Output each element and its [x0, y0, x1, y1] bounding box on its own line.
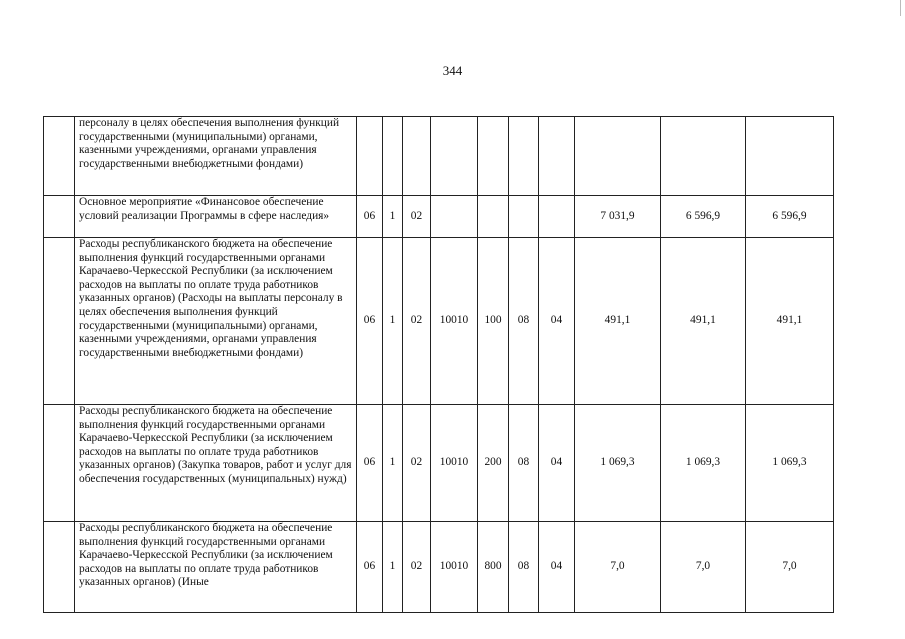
amount-year1-cell: 491,1: [575, 238, 661, 405]
page-number: 344: [442, 63, 463, 78]
ministry-code-cell: [357, 117, 383, 196]
amount-year1-cell: [575, 117, 661, 196]
section-code-cell: 1: [383, 238, 403, 405]
table-row: [44, 238, 834, 405]
table-row: [44, 405, 834, 522]
amount-year1-cell: 7,0: [575, 522, 661, 613]
expense-type-cell: 800: [478, 522, 509, 613]
amount-year2-cell: 6 596,9: [661, 196, 746, 238]
subchapter-code-cell: [539, 117, 575, 196]
subsection-code-cell: 02: [403, 522, 431, 613]
chapter-code-cell: [509, 196, 539, 238]
row-description-cell: Расходы республиканского бюджета на обеспечение выполнения функций государственными органами Карачаево-Черкесской Республики (за исключением расходов на выплаты по оплате труда работников указанных органов) (Закупка товаров, работ и услуг для обеспечения государственных (муниципальных) нужд): [75, 405, 357, 522]
target-article-cell: 10010: [431, 405, 478, 522]
table-row: [44, 117, 834, 196]
amount-year3-cell: 7,0: [746, 522, 834, 613]
chapter-code-cell: 08: [509, 405, 539, 522]
amount-year1-cell: 7 031,9: [575, 196, 661, 238]
amount-year2-cell: 1 069,3: [661, 405, 746, 522]
expense-type-cell: 100: [478, 238, 509, 405]
amount-year2-cell: [661, 117, 746, 196]
subchapter-code-cell: 04: [539, 522, 575, 613]
section-code-cell: 1: [383, 405, 403, 522]
subchapter-code-cell: [539, 196, 575, 238]
subchapter-code-cell: 04: [539, 238, 575, 405]
budget-table: [43, 116, 834, 613]
amount-year1-cell: 1 069,3: [575, 405, 661, 522]
amount-year3-cell: 1 069,3: [746, 405, 834, 522]
amount-year3-cell: 6 596,9: [746, 196, 834, 238]
target-article-cell: [431, 117, 478, 196]
section-code-cell: 1: [383, 522, 403, 613]
amount-year2-cell: 491,1: [661, 238, 746, 405]
expense-type-cell: [478, 117, 509, 196]
subsection-code-cell: [403, 117, 431, 196]
table-row: [44, 196, 834, 238]
row-description-cell: Основное мероприятие «Финансовое обеспечение условий реализации Программы в сфере наследия»: [75, 196, 357, 238]
amount-year3-cell: [746, 117, 834, 196]
row-number-cell: [44, 117, 75, 196]
expense-type-cell: [478, 196, 509, 238]
subsection-code-cell: 02: [403, 196, 431, 238]
expense-type-cell: 200: [478, 405, 509, 522]
row-number-cell: [44, 196, 75, 238]
table-row: [44, 522, 834, 613]
chapter-code-cell: 08: [509, 238, 539, 405]
chapter-code-cell: [509, 117, 539, 196]
section-code-cell: [383, 117, 403, 196]
amount-year3-cell: 491,1: [746, 238, 834, 405]
chapter-code-cell: 08: [509, 522, 539, 613]
target-article-cell: 10010: [431, 522, 478, 613]
row-number-cell: [44, 238, 75, 405]
ministry-code-cell: 06: [357, 522, 383, 613]
row-number-cell: [44, 522, 75, 613]
ministry-code-cell: 06: [357, 196, 383, 238]
row-description-cell: Расходы республиканского бюджета на обеспечение выполнения функций государственными органами Карачаево-Черкесской Республики (за исключением расходов на выплаты по оплате труда работников указанных органов) (Иные: [75, 522, 357, 613]
section-code-cell: 1: [383, 196, 403, 238]
target-article-cell: 10010: [431, 238, 478, 405]
subsection-code-cell: 02: [403, 405, 431, 522]
row-number-cell: [44, 405, 75, 522]
amount-year2-cell: 7,0: [661, 522, 746, 613]
target-article-cell: [431, 196, 478, 238]
subsection-code-cell: 02: [403, 238, 431, 405]
row-description-cell: Расходы республиканского бюджета на обеспечение выполнения функций государственными органами Карачаево-Черкесской Республики (за исключением расходов на выплаты по оплате труда работников указанных органов) (Расходы на выплаты персоналу в целях обеспечения выполнения функций государственными (муниципальными) органами, казенными учреждениями, органами управления государственными внебюджетными фондами): [75, 238, 357, 405]
ministry-code-cell: 06: [357, 405, 383, 522]
subchapter-code-cell: 04: [539, 405, 575, 522]
scan-mark: [900, 0, 901, 16]
row-description-cell: персоналу в целях обеспечения выполнения функций государственными (муниципальными) органами, казенными учреждениями, органами управления государственными внебюджетными фондами): [75, 117, 357, 196]
ministry-code-cell: 06: [357, 238, 383, 405]
